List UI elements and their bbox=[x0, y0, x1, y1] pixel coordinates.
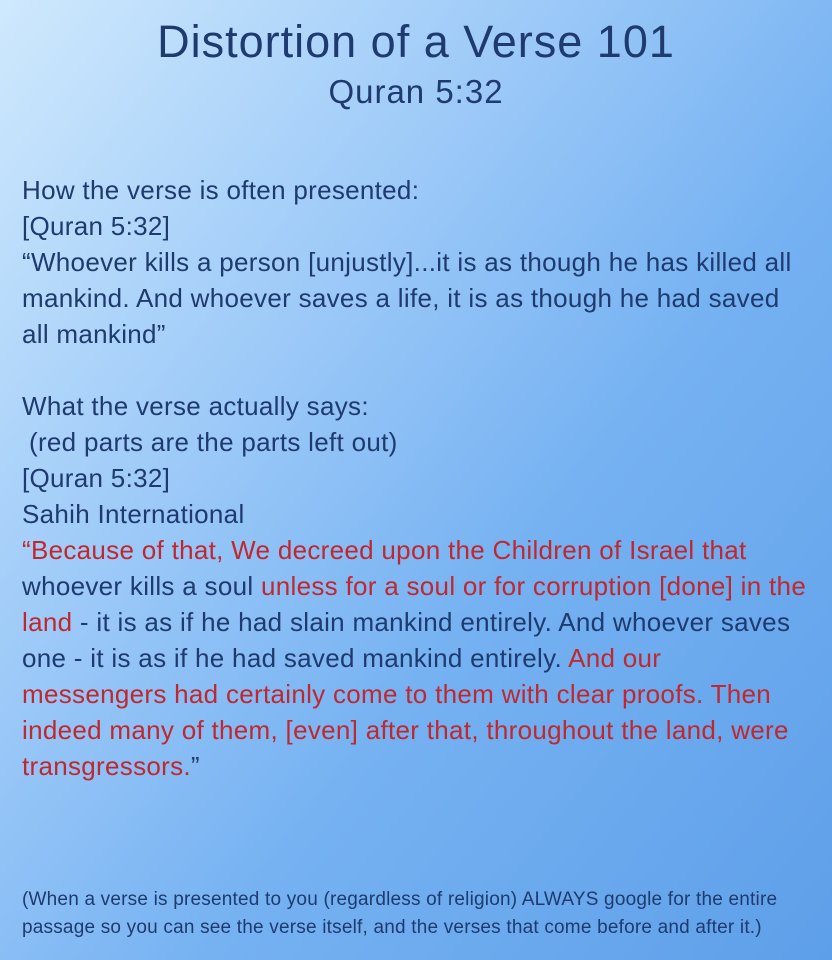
verse-segment-navy: whoever kills a soul bbox=[22, 571, 261, 601]
verse-full-text bbox=[22, 532, 812, 784]
verse-segment-red: “Because of that, We decreed upon the Children of Israel that bbox=[22, 535, 747, 565]
verse-segment-red: And our messengers had certainly come to them with clear proofs. Then indeed many of them, [even] after that, throughout the land, were transgressors. bbox=[22, 643, 789, 781]
verse-segment-navy: - it is as if he had slain mankind entirely. And whoever saves one - it is as if he had saved mankind entirely. bbox=[22, 607, 791, 673]
translator-name: Sahih International bbox=[22, 499, 245, 529]
actual-reference: [Quran 5:32] bbox=[22, 463, 171, 493]
verse-segment-red: unless for a soul or for corruption [done] in the land bbox=[22, 571, 807, 637]
presented-quote: “Whoever kills a person [unjustly]...it is as though he has killed all mankind. And whoever saves a life, it is as though he had saved all mankind” bbox=[22, 247, 792, 349]
verse-segment-navy: ” bbox=[190, 751, 200, 781]
presented-heading: How the verse is often presented: bbox=[22, 175, 420, 205]
presented-reference: [Quran 5:32] bbox=[22, 211, 171, 241]
page-title: Distortion of a Verse 101 bbox=[157, 16, 675, 67]
actual-heading: What the verse actually says: bbox=[22, 391, 369, 421]
title-block bbox=[0, 0, 832, 114]
footer-advice: (When a verse is presented to you (regardless of religion) ALWAYS google for the entire passage so you can see the verse itself, and the verses that come before and after it.) bbox=[22, 889, 778, 938]
actual-note: (red parts are the parts left out) bbox=[29, 427, 398, 457]
page-subtitle: Quran 5:32 bbox=[328, 73, 504, 110]
section-often-presented bbox=[0, 172, 832, 352]
section-actually-says bbox=[0, 388, 832, 784]
